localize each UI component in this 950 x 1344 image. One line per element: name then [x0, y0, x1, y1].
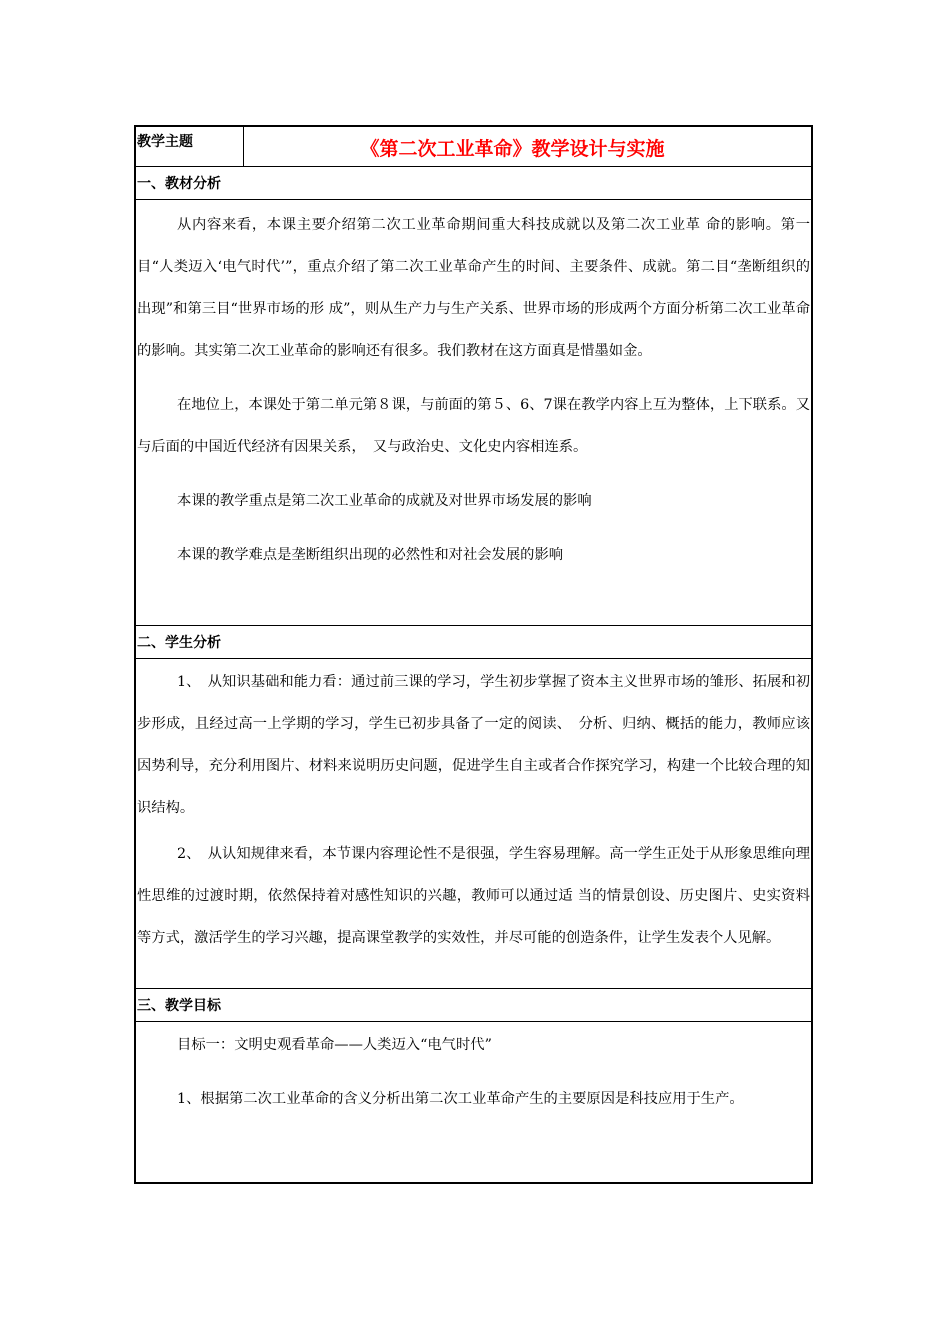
paragraph: 从内容来看，本课主要介绍第二次工业革命期间重大科技成就以及第二次工业革 命的影响。第一目“人类迈入‘电气时代’”，重点介绍了第二次工业革命产生的时间、主要条件、成就。第二目“垄断组织的出现”和第三目“世界市场的形 成”，则从生产力与生产关系、世界市场的形成两个方面分析第二次工业革命的影响。其实第二次工业革命的影响还有很多。我们教材在这方面真是惜墨如金。	[137, 217, 810, 359]
section-body-teaching-goals	[136, 1022, 811, 1182]
paragraph: 目标一：文明史观看革命——人类迈入“电气时代”	[177, 1037, 492, 1053]
section-body-student-analysis	[136, 659, 811, 989]
title-row	[136, 127, 811, 167]
paragraph: 1、根据第二次工业革命的含义分析出第二次工业革命产生的主要原因是科技应用于生产。	[177, 1091, 744, 1107]
paragraph: 本课的教学难点是垄断组织出现的必然性和对社会发展的影响	[177, 547, 564, 563]
section-heading-teaching-goals: 三、教学目标	[136, 989, 811, 1022]
section-body-textbook-analysis	[136, 200, 811, 626]
section-heading-textbook-analysis: 一、教材分析	[136, 167, 811, 200]
section-heading-student-analysis: 二、学生分析	[136, 626, 811, 659]
paragraph: 在地位上，本课处于第二单元第８课，与前面的第５、6、7课在教学内容上互为整体，上下联系。又与后面的中国近代经济有因果关系， 又与政治史、文化史内容相连系。	[137, 397, 810, 455]
document-title: 《第二次工业革命》教学设计与实施	[360, 138, 665, 160]
topic-label: 教学主题	[136, 127, 244, 166]
paragraph: 本课的教学重点是第二次工业革命的成就及对世界市场发展的影响	[177, 493, 592, 509]
paragraph: 2、 从认知规律来看，本节课内容理论性不是很强，学生容易理解。高一学生正处于从形象思维向理性思维的过渡时期，依然保持着对感性知识的兴趣，教师可以通过适 当的情景创设、历史图片、史实资料等方式，激活学生的学习兴趣，提高课堂教学的实效性，并尽可能的创造条件，让学生发表个人见解。	[137, 846, 810, 946]
lesson-plan-table	[134, 125, 813, 1184]
paragraph: 1、 从知识基础和能力看：通过前三课的学习，学生初步掌握了资本主义世界市场的雏形、拓展和初步形成，且经过高一上学期的学习，学生已初步具备了一定的阅读、 分析、归纳、概括的能力，教师应该因势利导，充分利用图片、材料来说明历史问题，促进学生自主或者合作探究学习，构建一个比较合理的知识结构。	[137, 674, 810, 816]
